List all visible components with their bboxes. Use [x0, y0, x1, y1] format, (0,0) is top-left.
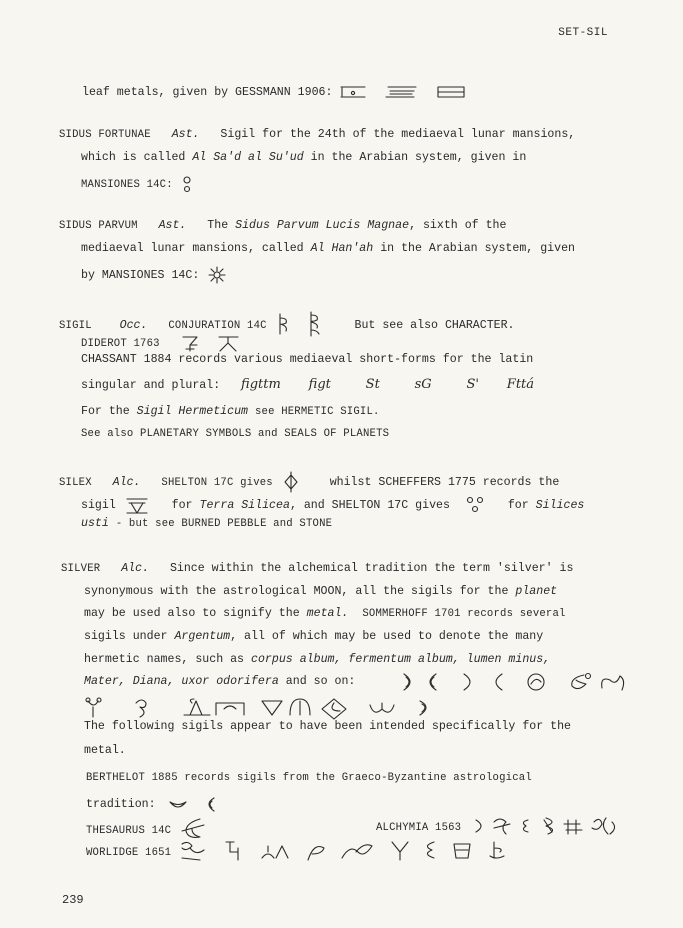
moon-sigil-6-icon	[572, 675, 586, 689]
worlidge-line	[86, 838, 518, 866]
berthelot-line-2	[86, 795, 220, 813]
silver-line-4	[84, 630, 543, 643]
silver-line-3	[84, 607, 566, 620]
silver-line-5	[84, 653, 550, 666]
short-form-3: St	[365, 377, 380, 392]
chassant-line-2	[81, 377, 534, 392]
conjuration-source: CONJURATION 14C	[168, 320, 267, 333]
sommerhoff-moon-sigils-row-2	[84, 695, 444, 721]
silver-line-2	[84, 585, 557, 598]
silex-text-1a: SHELTON 17C gives	[161, 477, 273, 490]
worlidge-sigil-6-icon	[392, 842, 408, 860]
sigil-term: SIGIL	[59, 320, 92, 333]
berthelot-sigil-1-icon	[167, 796, 189, 812]
silver-text-5a: hermetic names, such as	[84, 653, 245, 666]
usti: usti	[81, 517, 109, 530]
alchymia-sigil-1-icon	[476, 820, 481, 832]
moon-sigil-5-icon	[528, 674, 544, 690]
fortunae-term: SIDUS FORTUNAE	[59, 129, 151, 141]
gessmann-sigil-2-icon	[384, 84, 420, 100]
worlidge-sigil-9-icon	[490, 842, 504, 858]
silver-text-4c: , all of which may be used to denote the many	[230, 630, 544, 643]
fortunae-line-2	[81, 151, 526, 164]
berthelot-line-1	[86, 771, 532, 784]
conjuration-sigil-2-icon	[303, 310, 327, 340]
alchymia-sigil-3-icon	[524, 820, 529, 832]
fortunae-text-2a: which is called	[81, 151, 186, 164]
parvum-text-1c: , sixth of the	[409, 219, 507, 232]
hermetic-names-2: Mater, Diana, uxor odorifera	[84, 675, 279, 688]
berthelot-text: BERTHELOT 1885 records sigils from the Graeco-Byzantine astrological	[86, 772, 532, 784]
conjuration-sigil-1-icon	[274, 312, 296, 338]
terra-silicea-sigil-icon	[123, 495, 151, 515]
moon-sigil-11-icon	[216, 703, 244, 715]
moon-sigil-7-icon	[602, 676, 624, 690]
sommerhoff-moon-sigils-row-1	[398, 670, 634, 694]
silex-text-2a: sigil	[81, 499, 116, 513]
moon-sigil-13-icon	[322, 699, 346, 719]
parvum-arabic-name: Al Han'ah	[310, 242, 374, 255]
diderot-source: DIDEROT 1763	[81, 338, 160, 351]
parvum-line-1	[59, 219, 506, 232]
worlidge-sigil-8-icon	[454, 844, 470, 858]
silex-term: SILEX	[59, 477, 92, 490]
gessmann-sigil-1-icon	[339, 84, 369, 100]
parvum-field: Ast.	[158, 219, 187, 232]
silver-text-3c: SOMMERHOFF 1701 records several	[362, 608, 566, 620]
silex-shelton-sigil-icon	[280, 471, 302, 493]
parvum-source: by MANSIONES 14C:	[81, 269, 200, 283]
worlidge-sigil-2-icon	[226, 842, 238, 860]
alchymia-source: ALCHYMIA 1563	[376, 822, 462, 835]
silices-usti-sigil-icon	[463, 494, 487, 516]
thesaurus-source: THESAURUS 14C	[86, 825, 172, 838]
running-header: SET-SIL	[558, 27, 608, 39]
leaf-metals-text: leaf metals, given by GESSMANN 1906:	[82, 86, 333, 100]
herm-text-1: For the	[81, 405, 130, 418]
parvum-text-2a: mediaeval lunar mansions, called	[81, 242, 304, 255]
silex-text-1b: whilst SCHEFFERS 1775 records the	[329, 476, 560, 490]
parvum-text-2c: in the Arabian system, given	[380, 242, 576, 255]
hermeticum-line	[81, 405, 380, 418]
diderot-line	[81, 333, 242, 353]
silex-text-2b: for	[171, 499, 193, 513]
alchymia-sigils	[472, 814, 628, 840]
argentum: Argentum	[174, 630, 231, 643]
fortunae-text-2c: in the Arabian system, given in	[310, 151, 527, 164]
worlidge-sigil-1-icon	[182, 842, 204, 860]
worlidge-sigil-4-icon	[308, 847, 324, 861]
sigil-see-also-line	[81, 427, 389, 440]
fortunae-arabic-name: Al Sa'd al Su'ud	[192, 151, 304, 164]
worlidge-sigil-3-icon	[262, 846, 288, 858]
silex-text-3b: - but see BURNED PEBBLE and STONE	[115, 518, 333, 530]
leaf-metals-line	[82, 84, 467, 100]
sigil-see-also-character: But see also CHARACTER.	[354, 319, 515, 333]
page-number: 239	[62, 893, 84, 907]
moon-sigil-4-icon	[496, 674, 502, 690]
gessmann-sigil-3-icon	[435, 84, 467, 100]
silver-metal: metal.	[306, 607, 349, 620]
moon-sigil-14-icon	[370, 703, 394, 712]
sigil-field: Occ.	[119, 319, 148, 333]
silices: Silices	[535, 499, 585, 513]
fortunae-sigil-icon	[180, 174, 194, 194]
chassant-text-1: CHASSANT 1884 records various mediaeval short-forms for the latin	[81, 353, 534, 366]
silex-line-2	[81, 494, 584, 516]
fortunae-source: MANSIONES 14C:	[81, 179, 173, 192]
silver-field: Alc.	[121, 562, 150, 575]
herm-text-3: see HERMETIC SIGIL.	[254, 406, 380, 418]
moon-sigil-8-icon	[88, 701, 98, 717]
silex-line-1	[59, 471, 559, 493]
short-form-6: Fttá	[506, 377, 535, 392]
silver-line-8	[84, 744, 126, 757]
chassant-line-1	[81, 353, 533, 366]
silver-line-6	[84, 675, 355, 688]
hermetic-names: corpus album, fermentum album, lumen minus,	[251, 653, 551, 666]
silex-text-2d: , and SHELTON 17C gives	[289, 499, 450, 513]
worlidge-sigil-7-icon	[428, 842, 435, 858]
berthelot-tradition: tradition:	[86, 798, 156, 812]
short-form-2: figt	[308, 377, 331, 392]
short-form-5: S'	[466, 377, 479, 392]
parvum-star-sigil-icon	[206, 265, 228, 285]
silver-text-2a: synonymous with the astrological MOON, all the sigils for the	[84, 585, 509, 598]
silver-text-3a: may be used also to signify the	[84, 607, 300, 620]
moon-sigil-12-icon	[262, 701, 282, 715]
worlidge-source: WORLIDGE 1651	[86, 847, 172, 860]
parvum-text-1a: The	[207, 219, 229, 232]
short-form-4: sG	[414, 377, 432, 392]
alchymia-sigil-4-icon	[544, 818, 553, 834]
parvum-line-3	[81, 265, 228, 285]
silex-text-2e: for	[507, 499, 529, 513]
alchymia-line	[376, 814, 628, 840]
silver-term: SILVER	[61, 563, 101, 575]
silver-text-1: Since within the alchemical tradition the term 'silver' is	[169, 562, 574, 575]
berthelot-sigil-2-icon	[200, 795, 220, 813]
parvum-latin-name: Sidus Parvum Lucis Magnae	[235, 219, 410, 232]
short-form-1: figttm	[241, 377, 281, 392]
chassant-text-2: singular and plural:	[81, 379, 221, 392]
silex-field: Alc.	[112, 476, 141, 490]
terra-silicea: Terra Silicea	[199, 499, 290, 513]
alchymia-sigil-5-icon	[564, 820, 582, 834]
diderot-sigil-1-icon	[181, 333, 203, 353]
alchymia-sigil-2-icon	[494, 819, 510, 834]
parvum-line-2	[81, 242, 575, 255]
diderot-sigil-2-icon	[216, 333, 242, 353]
sigil-see-also: See also PLANETARY SYMBOLS and SEALS OF PLANETS	[81, 428, 390, 440]
worlidge-sigils	[178, 838, 518, 866]
alchymia-sigil-6-icon	[592, 818, 615, 834]
silver-line-1	[61, 562, 573, 575]
fortunae-line-1	[59, 128, 575, 141]
fortunae-line-3	[81, 174, 194, 194]
silver-line-7	[84, 720, 571, 733]
silex-line-3	[81, 517, 332, 530]
sigil-hermeticum: Sigil Hermeticum	[136, 405, 248, 418]
silver-planet: planet	[515, 585, 558, 598]
fortunae-text-1: Sigil for the 24th of the mediaeval lunar mansions,	[220, 128, 576, 141]
worlidge-sigil-5-icon	[342, 845, 372, 858]
silver-text-4a: sigils under	[84, 630, 168, 643]
silver-text-8: metal.	[84, 744, 126, 757]
moon-sigil-10-icon	[184, 699, 210, 715]
parvum-term: SIDUS PARVUM	[59, 220, 138, 232]
silver-text-7: The following sigils appear to have been intended specifically for the	[84, 720, 572, 733]
moon-sigil-3-icon	[464, 674, 470, 690]
silver-text-6b: and so on:	[285, 675, 356, 688]
fortunae-field: Ast.	[171, 128, 200, 141]
moon-sigil-9-icon	[136, 700, 146, 717]
